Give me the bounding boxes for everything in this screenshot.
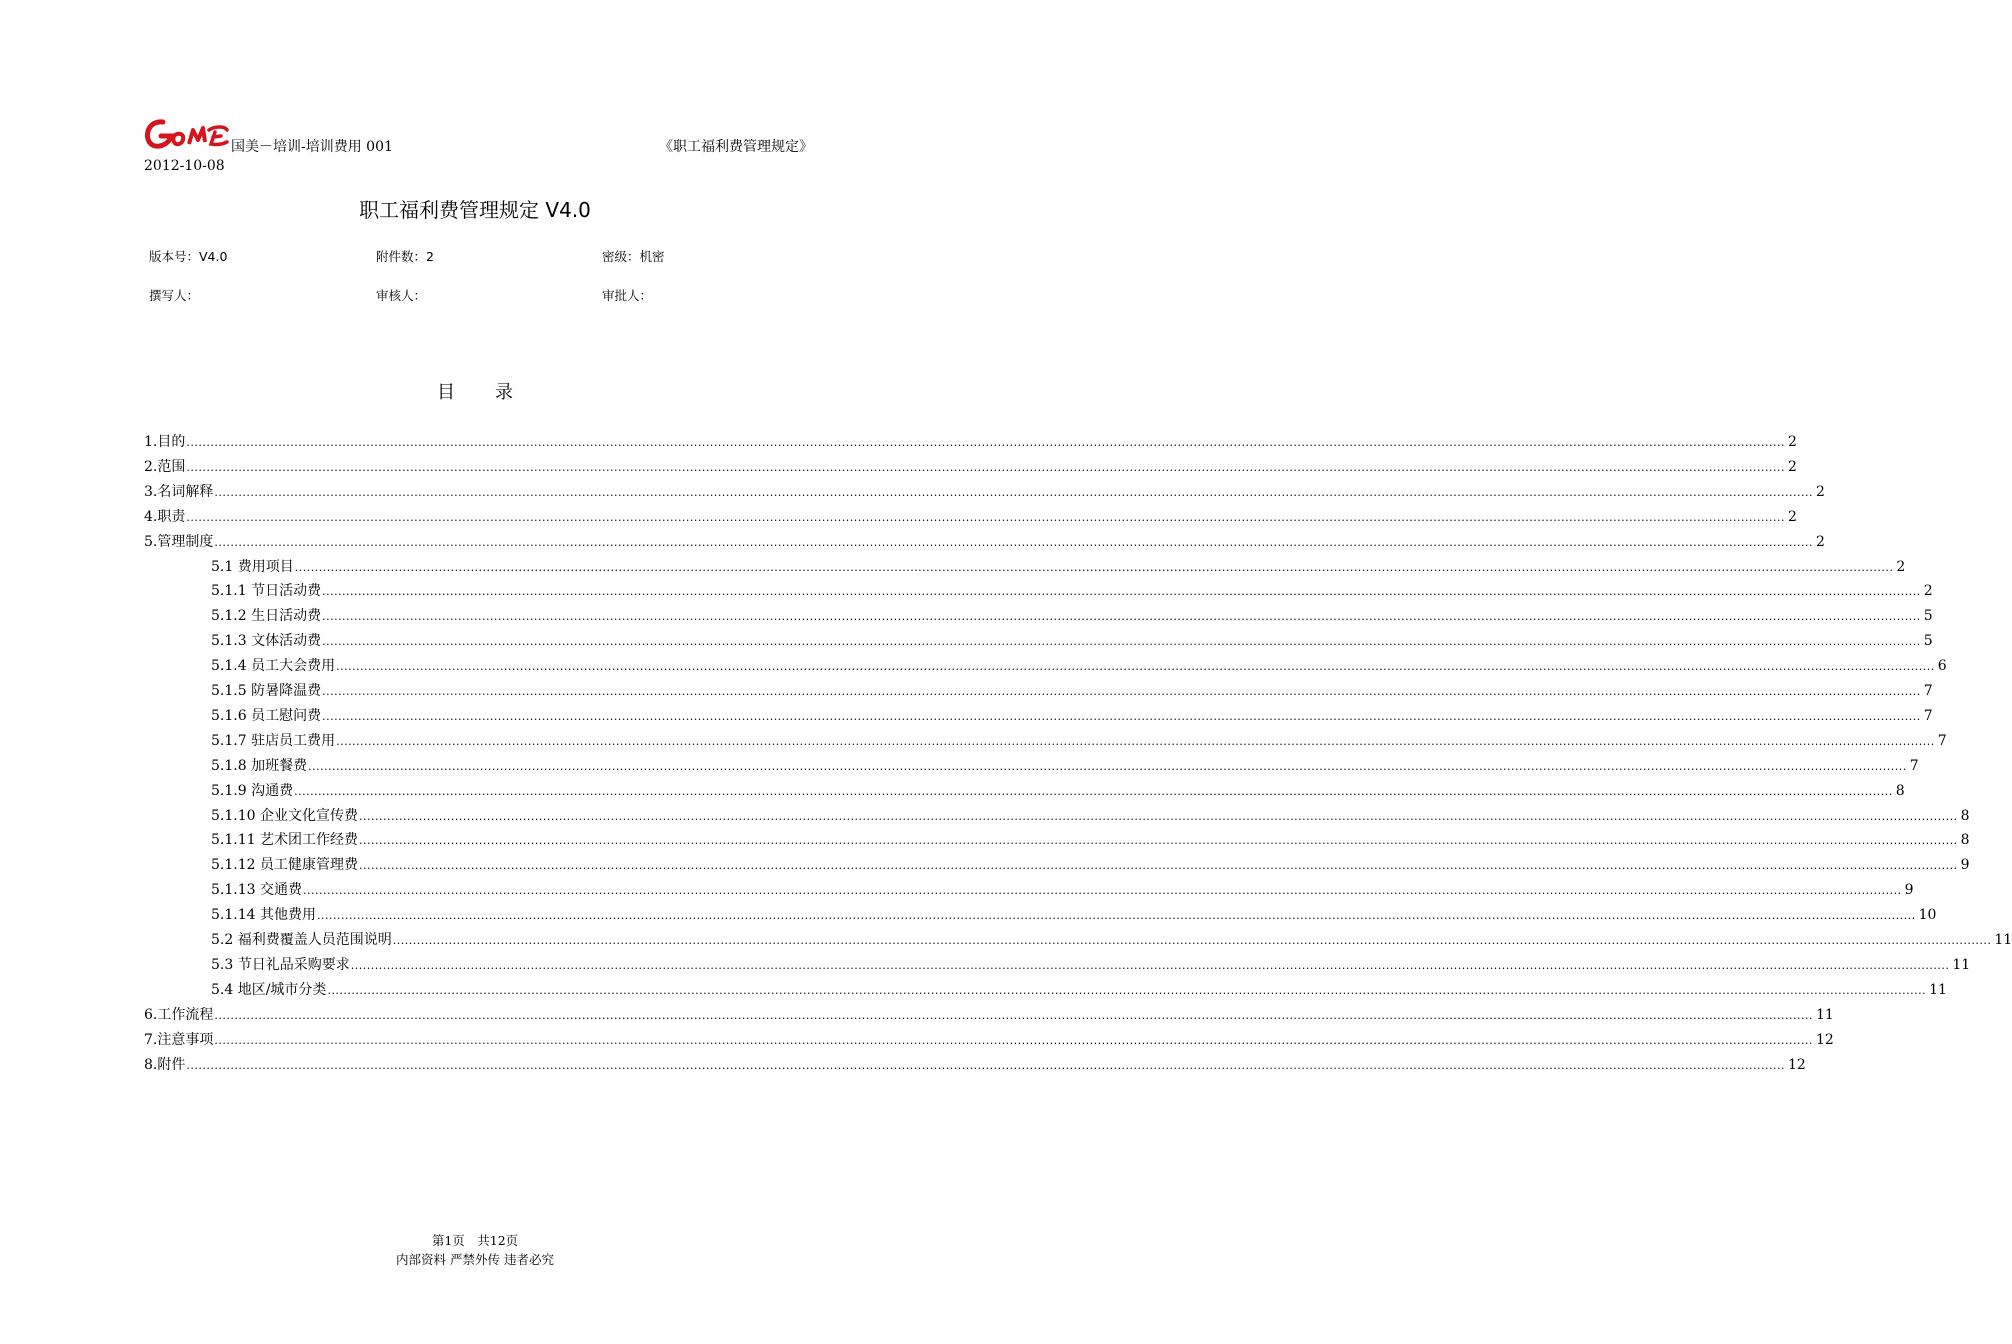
toc-entry[interactable] [211, 705, 1933, 725]
toc-leader-dots: ................................................................................................................................................................................................................................................................................................................................................................................................................ [186, 511, 1785, 524]
toc-entry-label: 2.范围 [144, 459, 186, 475]
toc-entry-label: 5.1.4 员工大会费用 [211, 658, 336, 674]
header-doc-name: 《职工福利费管理规定》 [659, 139, 813, 155]
toc-entry-page: 8 [1960, 832, 1970, 848]
toc-leader-dots: ................................................................................................................................................................................................................................................................................................................................................................................................................ [322, 610, 1921, 623]
toc-entry-label: 5.1.6 员工慰问费 [211, 708, 322, 724]
toc-entry[interactable] [211, 904, 1937, 924]
page-number: 第1页 共12页 [431, 1233, 519, 1248]
toc-entry-label: 5.1 费用项目 [211, 559, 294, 575]
toc-leader-dots: ................................................................................................................................................................................................................................................................................................................................................................................................................ [336, 660, 1935, 673]
toc-entry-page: 12 [1816, 1032, 1834, 1048]
toc-leader-dots: ................................................................................................................................................................................................................................................................................................................................................................................................................ [358, 859, 1958, 872]
toc-leader-dots: ................................................................................................................................................................................................................................................................................................................................................................................................................ [322, 710, 1921, 723]
confidential-notice: 内部资料 严禁外传 违者必究 [396, 1252, 554, 1267]
toc-entry-label: 5.1.13 交通费 [211, 882, 302, 898]
toc-entry-page: 9 [1960, 857, 1970, 873]
toc-entry-page: 7 [1923, 683, 1933, 699]
toc-entry[interactable] [211, 605, 1933, 625]
toc-entry[interactable] [211, 556, 1906, 576]
document-title: 职工福利费管理规定 V4.0 [359, 198, 591, 222]
toc-leader-dots: ................................................................................................................................................................................................................................................................................................................................................................................................................ [322, 585, 1921, 598]
toc-entry[interactable] [211, 780, 1905, 800]
toc-entry-label: 6.工作流程 [144, 1007, 214, 1023]
toc-entry[interactable] [144, 431, 1797, 451]
toc-entry-label: 5.1.8 加班餐费 [211, 758, 308, 774]
version-number: 版本号：V4.0 [149, 249, 228, 264]
toc-entry-page: 11 [1994, 932, 2012, 948]
toc-entry[interactable] [144, 481, 1825, 501]
toc-entry[interactable] [211, 655, 1947, 675]
reviewer-field: 审核人： [376, 288, 427, 303]
toc-leader-dots: ................................................................................................................................................................................................................................................................................................................................................................................................................ [186, 1059, 1785, 1072]
toc-entry[interactable] [144, 1004, 1834, 1024]
toc-entry-page: 10 [1918, 907, 1937, 923]
toc-leader-dots: ................................................................................................................................................................................................................................................................................................................................................................................................................ [186, 436, 1785, 449]
toc-leader-dots: ................................................................................................................................................................................................................................................................................................................................................................................................................ [302, 884, 1902, 897]
toc-leader-dots: ................................................................................................................................................................................................................................................................................................................................................................................................................ [322, 635, 1921, 648]
toc-entry-label: 1.目的 [144, 434, 186, 450]
toc-entry[interactable] [211, 805, 1970, 825]
toc-entry[interactable] [144, 506, 1797, 526]
toc-leader-dots: ................................................................................................................................................................................................................................................................................................................................................................................................................ [358, 834, 1958, 847]
header-doc-code: 国美－培训-培训费用 001 [231, 139, 393, 155]
toc-entry-page: 11 [1816, 1007, 1834, 1023]
toc-entry-label: 5.1.2 生日活动费 [211, 608, 322, 624]
attachment-count: 附件数：2 [376, 249, 434, 264]
toc-entry-label: 5.3 节日礼品采购要求 [211, 957, 350, 973]
toc-entry-label: 5.1.12 员工健康管理费 [211, 857, 358, 873]
toc-entry-label: 5.1.10 企业文化宣传费 [211, 808, 358, 824]
toc-entry-page: 5 [1923, 608, 1933, 624]
toc-entry[interactable] [211, 630, 1933, 650]
toc-entry[interactable] [211, 730, 1947, 750]
toc-entry-page: 2 [1816, 484, 1825, 500]
toc-entry[interactable] [211, 854, 1970, 874]
toc-entry-page: 2 [1896, 559, 1906, 575]
toc-entry[interactable] [211, 929, 2012, 949]
toc-entry[interactable] [144, 531, 1825, 551]
header-date: 2012-10-08 [144, 158, 225, 174]
toc-leader-dots: ................................................................................................................................................................................................................................................................................................................................................................................................................ [322, 685, 1921, 698]
toc-entry-page: 2 [1788, 459, 1797, 475]
toc-entry-page: 2 [1816, 534, 1825, 550]
toc-entry[interactable] [211, 954, 1971, 974]
toc-entry-page: 8 [1960, 808, 1970, 824]
toc-entry-page: 7 [1923, 708, 1933, 724]
toc-leader-dots: ................................................................................................................................................................................................................................................................................................................................................................................................................ [308, 760, 1907, 773]
toc-leader-dots: ................................................................................................................................................................................................................................................................................................................................................................................................................ [214, 1009, 1813, 1022]
toc-leader-dots: ................................................................................................................................................................................................................................................................................................................................................................................................................ [214, 1034, 1813, 1047]
toc-entry-page: 8 [1895, 783, 1905, 799]
toc-entry-page: 2 [1923, 583, 1933, 599]
toc-leader-dots: ................................................................................................................................................................................................................................................................................................................................................................................................................ [336, 735, 1935, 748]
toc-leader-dots: ................................................................................................................................................................................................................................................................................................................................................................................................................ [350, 959, 1950, 972]
toc-entry-label: 5.1.9 沟通费 [211, 783, 294, 799]
toc-entry-page: 11 [1952, 957, 1971, 973]
toc-entry[interactable] [144, 1054, 1806, 1074]
toc-leader-dots: ................................................................................................................................................................................................................................................................................................................................................................................................................ [186, 461, 1785, 474]
toc-entry[interactable] [211, 755, 1919, 775]
toc-leader-dots: ................................................................................................................................................................................................................................................................................................................................................................................................................ [392, 934, 1992, 947]
toc-entry-page: 5 [1923, 633, 1933, 649]
toc-leader-dots: ................................................................................................................................................................................................................................................................................................................................................................................................................ [294, 561, 1894, 574]
toc-entry[interactable] [144, 1029, 1834, 1049]
toc-entry-page: 2 [1788, 509, 1797, 525]
toc-entry-label: 5.管理制度 [144, 534, 214, 550]
toc-entry-page: 11 [1929, 982, 1947, 998]
toc-entry-label: 5.1.3 文体活动费 [211, 633, 322, 649]
toc-entry-page: 9 [1904, 882, 1914, 898]
toc-entry-label: 5.4 地区/城市分类 [211, 982, 327, 998]
toc-entry-page: 7 [1909, 758, 1919, 774]
toc-entry-page: 7 [1937, 733, 1947, 749]
approver-field: 审批人： [602, 288, 653, 303]
toc-entry-label: 5.2 福利费覆盖人员范围说明 [211, 932, 392, 948]
toc-entry[interactable] [211, 580, 1933, 600]
toc-entry[interactable] [211, 680, 1933, 700]
toc-entry-label: 3.名词解释 [144, 484, 214, 500]
toc-leader-dots: ................................................................................................................................................................................................................................................................................................................................................................................................................ [358, 810, 1958, 823]
writer-field: 撰写人： [149, 288, 200, 303]
toc-entry-label: 5.1.7 驻店员工费用 [211, 733, 336, 749]
gome-logo [141, 112, 229, 152]
toc-entry-label: 5.1.1 节日活动费 [211, 583, 322, 599]
toc-entry-page: 6 [1937, 658, 1947, 674]
toc-entry-page: 12 [1788, 1057, 1806, 1073]
toc-leader-dots: ................................................................................................................................................................................................................................................................................................................................................................................................................ [214, 536, 1813, 549]
toc-entry-label: 5.1.11 艺术团工作经费 [211, 832, 358, 848]
toc-entry-label: 8.附件 [144, 1057, 186, 1073]
toc-entry-label: 5.1.5 防暑降温费 [211, 683, 322, 699]
toc-entry-label: 4.职责 [144, 509, 186, 525]
toc-entry-page: 2 [1788, 434, 1797, 450]
toc-entry[interactable] [144, 456, 1797, 476]
toc-leader-dots: ................................................................................................................................................................................................................................................................................................................................................................................................................ [214, 486, 1813, 499]
toc-entry-label: 5.1.14 其他费用 [211, 907, 316, 923]
toc-leader-dots: ................................................................................................................................................................................................................................................................................................................................................................................................................ [327, 984, 1927, 997]
toc-leader-dots: ................................................................................................................................................................................................................................................................................................................................................................................................................ [294, 785, 1893, 798]
toc-entry[interactable] [211, 979, 1947, 999]
security-level: 密级：机密 [602, 249, 665, 264]
toc-entry[interactable] [211, 829, 1970, 849]
toc-entry-label: 7.注意事项 [144, 1032, 214, 1048]
toc-entry[interactable] [211, 879, 1914, 899]
toc-leader-dots: ................................................................................................................................................................................................................................................................................................................................................................................................................ [316, 909, 1916, 922]
toc-title: 目录 [437, 382, 553, 403]
